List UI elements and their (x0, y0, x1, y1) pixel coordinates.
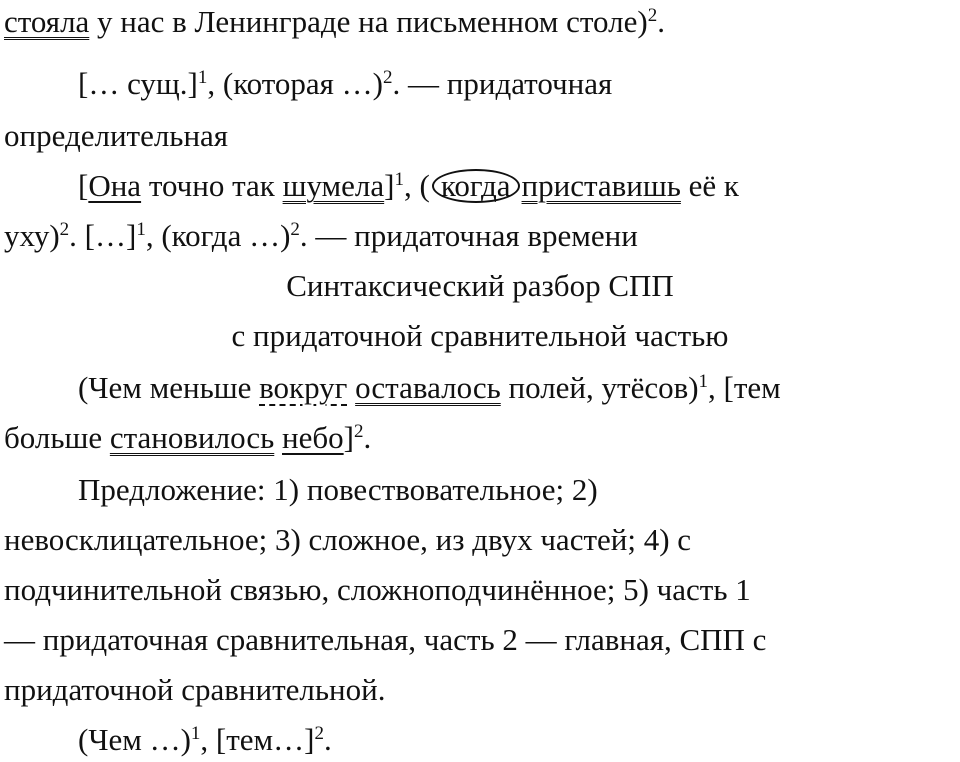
text-fragment: [… сущ.] (78, 66, 198, 101)
text-fragment: , (которая …) (207, 66, 384, 101)
predicate-word: приставишь (521, 168, 681, 203)
text-fragment: её к (680, 168, 739, 203)
clause-number: 2 (647, 5, 658, 26)
text-line-14 (4, 672, 385, 708)
text-fragment: . (363, 420, 372, 455)
text-line-1 (4, 4, 665, 40)
text-fragment: точно так (141, 168, 283, 203)
text-fragment: . (657, 4, 665, 39)
text-line-13 (4, 622, 766, 658)
text-fragment: ] (384, 168, 395, 203)
text-fragment: определительная (4, 118, 229, 153)
clause-number: 2 (314, 723, 324, 744)
text-fragment: , [тем (708, 370, 781, 405)
text-line-10 (78, 472, 598, 508)
clause-number: 2 (59, 219, 70, 240)
predicate-word: становилось (109, 420, 275, 455)
text-fragment: , (когда …) (145, 218, 291, 253)
adverbial-word: вокруг (259, 370, 348, 405)
clause-number: 2 (383, 67, 393, 88)
text-fragment: у нас в Ленинграде на письменном столе) (89, 4, 648, 39)
clause-number: 2 (353, 421, 364, 442)
clause-number: 1 (190, 723, 201, 744)
clause-number: 1 (394, 169, 404, 190)
text-line-2 (78, 66, 612, 102)
text-line-3 (4, 118, 228, 154)
text-line-8 (78, 370, 781, 406)
predicate-word: оставалось (355, 370, 501, 405)
text-fragment: больше (4, 420, 110, 455)
text-fragment: [ (78, 168, 89, 203)
text-fragment: ] (343, 420, 354, 455)
text-fragment: , [тем…] (200, 722, 315, 757)
text-line-4 (78, 168, 739, 204)
section-subheading (0, 318, 960, 354)
text-fragment: невосклицательное; 3) сложное, из двух частей; 4) с (4, 522, 692, 557)
clause-number: 2 (290, 219, 300, 240)
section-heading (0, 268, 960, 304)
text-fragment: (Чем …) (78, 722, 191, 757)
text-fragment: . […] (69, 218, 137, 253)
text-line-12 (4, 572, 751, 608)
text-fragment: подчинительной связью, сложноподчинённое; 5) часть 1 (4, 572, 751, 607)
text-line-11 (4, 522, 691, 558)
text-fragment (347, 370, 355, 405)
heading-text: Синтаксический разбор СПП (286, 268, 674, 303)
predicate-word: шумела (282, 168, 385, 203)
heading-text: с придаточной сравнительной частью (231, 318, 729, 353)
text-fragment: придаточной сравнительной. (4, 672, 386, 707)
subject-word: Она (88, 168, 142, 203)
text-line-15 (78, 722, 332, 758)
text-fragment: Предложение: 1) повествовательное; 2) (78, 472, 598, 507)
text-fragment: . — придаточная (392, 66, 613, 101)
text-fragment: полей, утёсов) (500, 370, 699, 405)
clause-number: 1 (136, 219, 146, 240)
text-line-9 (4, 420, 371, 456)
text-fragment: , ( (404, 168, 430, 203)
text-fragment: уху) (4, 218, 60, 253)
text-fragment: — придаточная сравнительная, часть 2 — главная, СПП с (4, 622, 767, 657)
text-line-5 (4, 218, 638, 254)
text-fragment: . (324, 722, 332, 757)
clause-number: 1 (698, 371, 709, 392)
subject-word: небо (282, 420, 344, 455)
text-fragment: . — придаточная времени (299, 218, 638, 253)
text-fragment: (Чем меньше (78, 370, 260, 405)
clause-number: 1 (197, 67, 208, 88)
text-fragment (274, 420, 282, 455)
predicate-word: стояла (4, 4, 90, 39)
circled-conjunction: когда (432, 169, 520, 203)
